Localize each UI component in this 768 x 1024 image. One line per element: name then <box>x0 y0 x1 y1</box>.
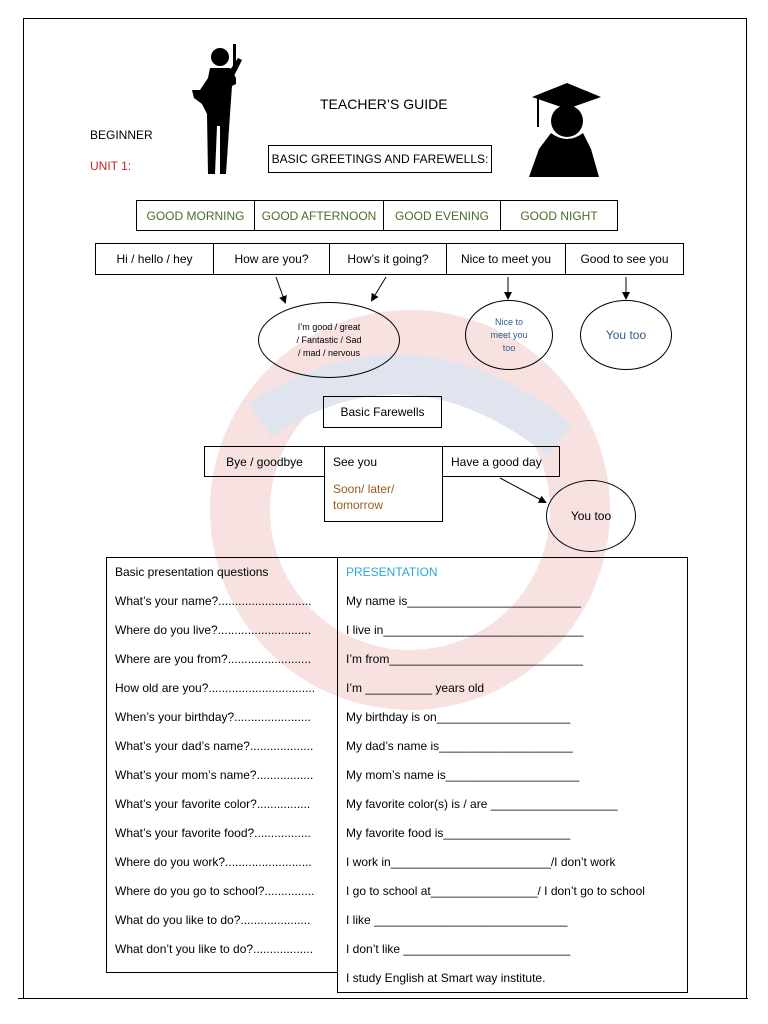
question-item: What don’t you like to do?.................. <box>115 942 314 956</box>
bottom-rule <box>18 998 748 999</box>
presentation-item: My mom’s name is____________________ <box>346 768 580 782</box>
question-item: What’s your name?............................ <box>115 594 312 608</box>
farewell-bye: Bye / goodbye <box>204 446 325 477</box>
greeting-morning: GOOD MORNING <box>136 200 255 231</box>
presentation-item: My dad’s name is____________________ <box>346 739 573 753</box>
farewell-see-you-label: See you <box>333 455 378 469</box>
question-item: When’s your birthday?....................... <box>115 710 311 724</box>
response-nice-to-meet <box>465 300 553 370</box>
presentation-item: I go to school at________________/ I don’t go to school <box>346 884 645 898</box>
farewells-title-box: Basic Farewells <box>323 396 442 428</box>
greeting-evening: GOOD EVENING <box>383 200 501 231</box>
phrase-nice-to-meet: Nice to meet you <box>446 243 566 275</box>
see-you-options <box>333 481 394 513</box>
question-item: What’s your mom’s name?................. <box>115 768 314 782</box>
farewell-see-you <box>324 446 443 522</box>
presentation-item: I don’t like _________________________ <box>346 942 571 956</box>
farewell-good-day: Have a good day <box>442 446 560 477</box>
topic-box: BASIC GREETINGS AND FAREWELLS: <box>268 145 492 173</box>
see-you-option-line: Soon/ later/ <box>333 482 395 496</box>
see-you-option-line: tomorrow <box>333 498 384 512</box>
presentation-item: My birthday is on____________________ <box>346 710 571 724</box>
page-title: TEACHER’S GUIDE <box>320 96 448 112</box>
greeting-night: GOOD NIGHT <box>500 200 618 231</box>
response-feelings-line: / Fantastic / Sad <box>296 334 362 345</box>
response-feelings-line: I’m good / great <box>297 321 361 332</box>
question-item: How old are you?................................ <box>115 681 316 695</box>
teacher-silhouette-icon <box>190 44 256 176</box>
level-label: BEGINNER <box>90 128 153 142</box>
question-item: Where are you from?......................... <box>115 652 312 666</box>
presentation-item: I like _____________________________ <box>346 913 568 927</box>
farewell-reply-you-too: You too <box>546 480 636 552</box>
presentation-item: I study English at Smart way institute. <box>346 971 546 985</box>
presentation-item: I’m from_____________________________ <box>346 652 583 666</box>
presentation-item: My favorite food is___________________ <box>346 826 571 840</box>
questions-title: Basic presentation questions <box>115 565 269 579</box>
unit-label: UNIT 1: <box>90 159 132 173</box>
phrase-good-to-see: Good to see you <box>565 243 684 275</box>
phrase-hows-it-going: How’s it going? <box>329 243 447 275</box>
response-nice-line: meet you <box>490 329 528 340</box>
question-item: What do you like to do?..................... <box>115 913 311 927</box>
questions-panel <box>106 557 338 973</box>
presentation-item: I work in________________________/I don’t work <box>346 855 616 869</box>
question-item: What’s your dad’s name?................... <box>115 739 314 753</box>
presentation-panel <box>337 557 688 993</box>
question-item: Where do you work?.......................... <box>115 855 312 869</box>
question-item: Where do you live?............................ <box>115 623 312 637</box>
response-nice-line: too <box>502 342 516 353</box>
graduate-silhouette-icon <box>527 79 603 177</box>
response-nice-line: Nice to <box>494 316 523 327</box>
presentation-item: My favorite color(s) is / are ___________________ <box>346 797 618 811</box>
presentation-item: I’m __________ years old <box>346 681 485 695</box>
question-item: What’s your favorite food?................. <box>115 826 311 840</box>
phrase-how-are-you: How are you? <box>213 243 330 275</box>
greeting-afternoon: GOOD AFTERNOON <box>254 200 384 231</box>
presentation-title: PRESENTATION <box>346 565 438 579</box>
response-you-too: You too <box>580 300 672 370</box>
response-feelings-line: / mad / nervous <box>297 347 361 358</box>
response-feelings <box>258 302 400 378</box>
phrase-hi: Hi / hello / hey <box>95 243 214 275</box>
question-item: Where do you go to school?............... <box>115 884 315 898</box>
question-item: What’s your favorite color?................ <box>115 797 311 811</box>
presentation-item: I live in______________________________ <box>346 623 584 637</box>
presentation-item: My name is__________________________ <box>346 594 581 608</box>
